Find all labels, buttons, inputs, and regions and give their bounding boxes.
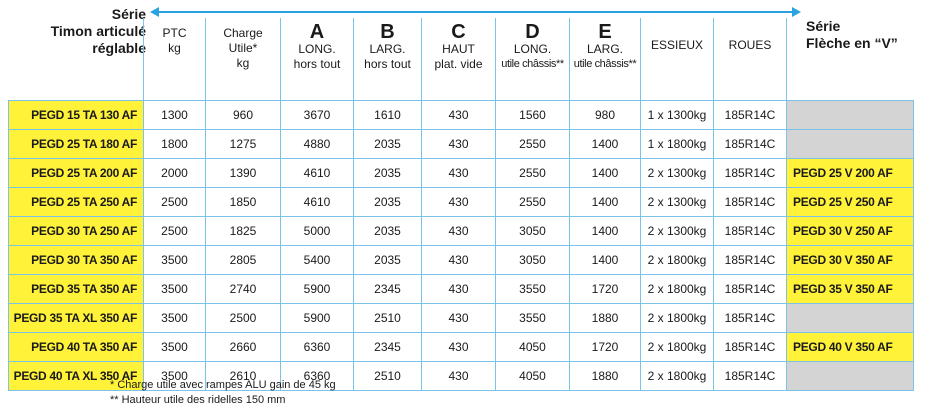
col-header-a <box>281 18 354 101</box>
cell-charge: 1275 <box>206 130 281 159</box>
header-letter: D <box>525 21 540 43</box>
cell-e: 1720 <box>570 275 641 304</box>
cell-a: 4610 <box>281 159 354 188</box>
header-text: hors tout <box>364 57 411 71</box>
cell-e: 1400 <box>570 188 641 217</box>
col-header-ptc <box>144 18 206 101</box>
empty-right-cell <box>787 362 914 391</box>
cell-a: 6360 <box>281 333 354 362</box>
header-text: ESSIEUX <box>650 38 704 52</box>
cell-essieux: 2 x 1800kg <box>641 275 714 304</box>
cell-e: 1400 <box>570 130 641 159</box>
cell-b: 2035 <box>354 217 422 246</box>
cell-b: 2510 <box>354 304 422 333</box>
left-series-line: réglable <box>92 40 146 56</box>
cell-d: 4050 <box>496 362 570 391</box>
cell-charge: 1850 <box>206 188 281 217</box>
cell-e: 1880 <box>570 304 641 333</box>
cell-b: 2035 <box>354 246 422 275</box>
cell-e: 1720 <box>570 333 641 362</box>
model-left-cell: PEGD 35 TA XL 350 AF <box>9 304 144 333</box>
cell-d: 3050 <box>496 246 570 275</box>
cell-c: 430 <box>422 246 496 275</box>
header-spacer-right <box>787 18 914 101</box>
header-text: ROUES <box>728 38 772 52</box>
header-text: hors tout <box>293 57 341 71</box>
empty-right-cell <box>787 304 914 333</box>
model-right-cell: PEGD 25 V 200 AF <box>787 159 914 188</box>
cell-d: 2550 <box>496 130 570 159</box>
specs-table <box>8 18 914 391</box>
cell-b: 2035 <box>354 159 422 188</box>
col-header-d <box>496 18 570 101</box>
model-left-cell: PEGD 30 TA 250 AF <box>9 217 144 246</box>
header-text: HAUT <box>442 42 475 56</box>
cell-c: 430 <box>422 188 496 217</box>
cell-ptc: 3500 <box>144 362 206 391</box>
left-series-line: Timon articulé <box>50 23 146 39</box>
col-header-b <box>354 18 422 101</box>
cell-b: 1610 <box>354 101 422 130</box>
right-series-line: Flèche en “V” <box>806 35 898 51</box>
cell-charge: 960 <box>206 101 281 130</box>
col-header-essieux <box>641 18 714 101</box>
cell-a: 5900 <box>281 304 354 333</box>
cell-roues: 185R14C <box>714 101 787 130</box>
cell-c: 430 <box>422 333 496 362</box>
cell-e: 1400 <box>570 246 641 275</box>
left-series-line: Série <box>111 6 146 22</box>
cell-ptc: 1800 <box>144 130 206 159</box>
empty-right-cell <box>787 130 914 159</box>
header-text: LONG. <box>513 42 552 56</box>
cell-c: 430 <box>422 362 496 391</box>
cell-roues: 185R14C <box>714 188 787 217</box>
cell-essieux: 1 x 1800kg <box>641 130 714 159</box>
cell-charge: 2660 <box>206 333 281 362</box>
cell-b: 2345 <box>354 333 422 362</box>
cell-essieux: 2 x 1300kg <box>641 159 714 188</box>
table-row <box>9 130 914 159</box>
header-text: PTC <box>162 26 187 40</box>
double-arrow-icon <box>150 6 801 18</box>
header-letter: E <box>598 21 612 43</box>
table-row <box>9 333 914 362</box>
model-left-cell: PEGD 40 TA XL 350 AF <box>9 362 144 391</box>
cell-d: 4050 <box>496 333 570 362</box>
cell-a: 4880 <box>281 130 354 159</box>
cell-ptc: 3500 <box>144 333 206 362</box>
cell-essieux: 1 x 1300kg <box>641 101 714 130</box>
cell-essieux: 2 x 1300kg <box>641 217 714 246</box>
cell-b: 2345 <box>354 275 422 304</box>
cell-essieux: 2 x 1800kg <box>641 362 714 391</box>
cell-b: 2510 <box>354 362 422 391</box>
cell-a: 6360 <box>281 362 354 391</box>
table-row <box>9 246 914 275</box>
header-text: plat. vide <box>434 57 483 71</box>
cell-a: 5900 <box>281 275 354 304</box>
model-right-cell: PEGD 35 V 350 AF <box>787 275 914 304</box>
col-header-charge <box>206 18 281 101</box>
cell-roues: 185R14C <box>714 246 787 275</box>
cell-charge: 1390 <box>206 159 281 188</box>
header-text: kg <box>168 41 181 55</box>
cell-d: 1560 <box>496 101 570 130</box>
cell-roues: 185R14C <box>714 333 787 362</box>
cell-ptc: 1300 <box>144 101 206 130</box>
table-row <box>9 217 914 246</box>
cell-charge: 2805 <box>206 246 281 275</box>
cell-c: 430 <box>422 304 496 333</box>
model-left-cell: PEGD 25 TA 200 AF <box>9 159 144 188</box>
model-left-cell: PEGD 35 TA 350 AF <box>9 275 144 304</box>
cell-a: 5000 <box>281 217 354 246</box>
empty-right-cell <box>787 101 914 130</box>
table-row <box>9 188 914 217</box>
model-left-cell: PEGD 40 TA 350 AF <box>9 333 144 362</box>
table-row <box>9 275 914 304</box>
cell-d: 2550 <box>496 159 570 188</box>
cell-a: 3670 <box>281 101 354 130</box>
table-row <box>9 159 914 188</box>
header-text: LONG. <box>298 42 336 56</box>
footnote: * Charge utile avec rampes ALU gain de 45 kg <box>110 379 336 391</box>
cell-roues: 185R14C <box>714 217 787 246</box>
cell-ptc: 2500 <box>144 217 206 246</box>
col-header-c <box>422 18 496 101</box>
cell-d: 3050 <box>496 217 570 246</box>
cell-e: 980 <box>570 101 641 130</box>
table-row <box>9 101 914 130</box>
header-text: Charge <box>223 26 263 40</box>
cell-e: 1400 <box>570 159 641 188</box>
header-letter: B <box>380 21 395 43</box>
cell-ptc: 3500 <box>144 304 206 333</box>
cell-ptc: 3500 <box>144 275 206 304</box>
cell-b: 2035 <box>354 188 422 217</box>
header-text: LARG. <box>369 42 406 56</box>
cell-charge: 2740 <box>206 275 281 304</box>
model-right-cell: PEGD 30 V 250 AF <box>787 217 914 246</box>
cell-b: 2035 <box>354 130 422 159</box>
cell-d: 2550 <box>496 188 570 217</box>
right-series-line: Série <box>806 18 841 34</box>
model-right-cell: PEGD 25 V 250 AF <box>787 188 914 217</box>
col-header-roues <box>714 18 787 101</box>
header-text: utile châssis** <box>573 58 637 70</box>
cell-ptc: 2000 <box>144 159 206 188</box>
cell-essieux: 2 x 1800kg <box>641 304 714 333</box>
cell-d: 3550 <box>496 275 570 304</box>
cell-c: 430 <box>422 159 496 188</box>
cell-roues: 185R14C <box>714 130 787 159</box>
cell-c: 430 <box>422 217 496 246</box>
header-text: kg <box>236 56 250 70</box>
cell-charge: 2500 <box>206 304 281 333</box>
cell-c: 430 <box>422 130 496 159</box>
header-letter: A <box>309 21 325 43</box>
table-row <box>9 304 914 333</box>
cell-roues: 185R14C <box>714 362 787 391</box>
cell-charge: 2610 <box>206 362 281 391</box>
header-row <box>9 18 914 101</box>
footnotes <box>110 378 336 408</box>
cell-charge: 1825 <box>206 217 281 246</box>
model-left-cell: PEGD 30 TA 350 AF <box>9 246 144 275</box>
header-text: LARG. <box>586 42 623 56</box>
cell-d: 3550 <box>496 304 570 333</box>
header-text: utile châssis** <box>501 58 564 70</box>
model-left-cell: PEGD 25 TA 180 AF <box>9 130 144 159</box>
model-left-cell: PEGD 25 TA 250 AF <box>9 188 144 217</box>
header-spacer-left <box>9 18 144 101</box>
cell-ptc: 3500 <box>144 246 206 275</box>
header-text: Utile* <box>228 41 258 55</box>
cell-c: 430 <box>422 275 496 304</box>
model-left-cell: PEGD 15 TA 130 AF <box>9 101 144 130</box>
cell-c: 430 <box>422 101 496 130</box>
header-letter: C <box>451 21 466 43</box>
footnote: ** Hauteur utile des ridelles 150 mm <box>110 394 286 406</box>
cell-a: 4610 <box>281 188 354 217</box>
cell-essieux: 2 x 1300kg <box>641 188 714 217</box>
cell-e: 1880 <box>570 362 641 391</box>
cell-e: 1400 <box>570 217 641 246</box>
cell-ptc: 2500 <box>144 188 206 217</box>
cell-roues: 185R14C <box>714 304 787 333</box>
cell-essieux: 2 x 1800kg <box>641 246 714 275</box>
cell-roues: 185R14C <box>714 159 787 188</box>
col-header-e <box>570 18 641 101</box>
cell-roues: 185R14C <box>714 275 787 304</box>
cell-essieux: 2 x 1800kg <box>641 333 714 362</box>
model-right-cell: PEGD 40 V 350 AF <box>787 333 914 362</box>
cell-a: 5400 <box>281 246 354 275</box>
model-right-cell: PEGD 30 V 350 AF <box>787 246 914 275</box>
